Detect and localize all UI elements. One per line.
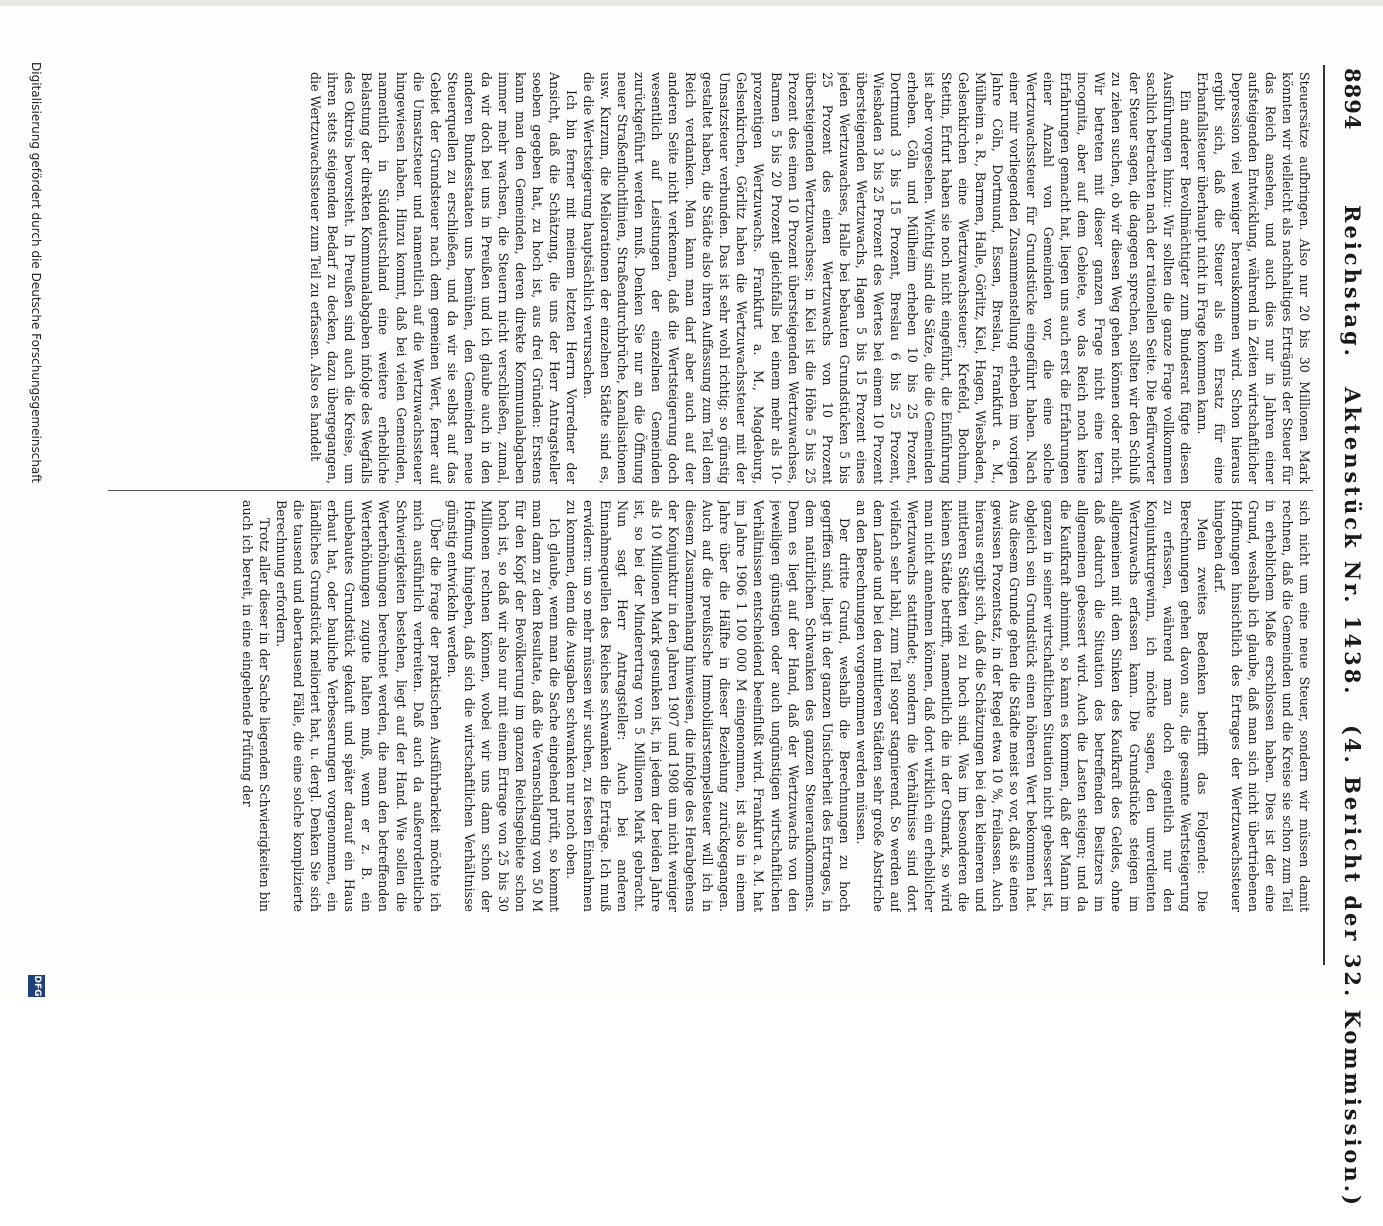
- left-column: [103, 72, 1313, 484]
- right-column-paragraph: Trotz aller dieser in der Sache liegenden Schwierigkeiten bin auch ich bereit, in eine eingehende Prüfung der: [240, 500, 273, 912]
- right-column-paragraph: Über die Frage der praktischen Ausführbarkeit möchte ich mich ausführlich verbreiten. Daß auch da außerordentliche Schwierigkeiten bestehen, liegt auf der Hand. Wie sollen die Werterhöhungen berechnet werden, die man den betreffenden Werterhöhungen zugute halten muß, wenn er z. B. ein unbebautes Grundstück gekauft und später darauf ein Haus erbaut hat, oder bauliche Verbesserungen vorgenommen, ein ländliches Grundstück melioriert hat, u. dergl. Denken Sie sich die tausend und abertausend Fälle, die eine solche komplizierte Berechnung erfordern.: [274, 500, 443, 912]
- left-column-paragraph: Steuersätze aufbringen. Also nur 20 bis 30 Millionen Mark könnten wir vielleicht als nachhaltiges Erträgnis der Steuer für das Reich ansehen, und auch dies nur in Jahren einer aufsteigenden Entwicklung, während in Zeiten wirtschaftlicher Depression viel weniger herauskommen wird. Schon hieraus ergibt sich, daß die Steuer als ein Ersatz für eine Erbanfallsteuer überhaupt nicht in Frage kommen kann.: [1194, 72, 1312, 484]
- header-rule: [1323, 65, 1325, 965]
- running-head: [1340, 205, 1365, 1226]
- right-column-paragraph: sich nicht um eine neue Steuer, sondern wir müssen damit rechnen, daß die Gemeinden und die Kreise sie schon zum Teil in erheblichem Maße erschlossen haben. Dies ist der eine Grund, weshalb ich glaube, daß man sich nicht übertriebenen Hoffnungen hinsichtlich des Ertrages der Wertzuwachssteuer hingeben darf.: [1211, 500, 1312, 912]
- dfg-logo: DFG: [28, 975, 45, 997]
- right-column-paragraph: Der dritte Grund, weshalb die Berechnungen zu hoch gegriffen sind, liegt in der ganzen Unsicherheit des Ertrages, in dem natürlichen Schwanken des ganzen Steueraufkommens. Denn es liegt auf der Hand, daß der Wertzuwachs von den jeweiligen günstigen oder auch ungünstigen wirtschaftlichen Verhältnissen entscheidend beeinflußt wird. Frankfurt a. M. hat im Jahre 1906 1 100 000 M eingenommen, ist also in einem Jahre über die Hälfte in dieser Beziehung zurückgegangen. Auch auf die preußische Immobiliarstempelsteuer will ich in diesem Zusammenhang hinweisen, die infolge des Herabgehens der Konjunktur in den Jahren 1907 und 1908 um nicht weniger als 10 Millionen Mark gesunken ist, in jedem der beiden Jahre ist, so bei der Minderertrag von 5 Millionen Mark gebracht. Nun sagt Herr Antragsteller: Auch bei anderen Einnahmequellen des Reiches schwanken die Erträge. Ich muß erwidern: um so mehr müssen wir suchen, zu festen Einnahmen zu kommen, denn die Ausgaben schwanken nur noch oben.: [563, 500, 852, 912]
- document-title: Aktenstück Nr. 1438.: [1340, 387, 1365, 697]
- chamber-title: Reichstag.: [1340, 205, 1365, 359]
- report-title: (4. Bericht der 32. Kommission.): [1340, 724, 1365, 1208]
- column-divider: [108, 490, 1313, 491]
- left-column-paragraph: Ich bin ferner mit meinem letzten Herrn Vorredner der Ansicht, daß die Schätzung, die uns der Herr Antragsteller soeben gegeben hat, zu hoch ist, aus drei Gründen: Erstens kann man den Gemeinden, deren direkte Kommunalabgaben immer mehr wachsen, die Steuern nicht verschließen, zumal, da wir doch bei uns in Preußen und ich glaube auch in den anderen Bundesstaaten uns bemühen, den Gemeinden neue Steuerquellen zu erschließen, und da wir sie selbst auf das Gebiet der Grundsteuer nach dem gemeinen Wert, ferner auf die Umsatzsteuer und namentlich auf die Wertzuwachssteuer hingewiesen haben. Hinzu kommt, daß bei vielen Gemeinden, namentlich in Süddeutschland eine weitere erhebliche Belastung der direkten Kommunalabgaben infolge des Wegfalls des Oktrois bevorsteht. In Preußen sind auch die Kreise, um ihren stets steigenden Bedarf zu decken, dazu übergegangen, die Wertzuwachssteuer zum Teil zu erfassen. Also es handelt: [308, 72, 579, 484]
- right-column-paragraph: Ich glaube, wenn man die Sache eingehend prüft, so kommt man dann zu dem Resultate, daß die Veranschlagung von 50 M für den Kopf der Bevölkerung im ganzen Reichsgebiete schon hoch ist, so daß wir also nur mit einem Ertrage von 25 bis 30 Millionen rechnen können, wobei wir uns dann schon der Hoffnung hingeben, daß sich die wirtschaftlichen Verhältnisse günstig entwickeln werden.: [444, 500, 562, 912]
- left-column-paragraph: Ein anderer Bevollmächtigter zum Bundesrat fügte diesen Ausführungen hinzu: Wir sollten die ganze Frage vollkommen sachlich betrachten nach der rationellen Seite. Die Befürworter der Steuer sagen, die dagegen sprechen, sollten wir den Schluß zu ziehen suchen, ob wir diesen Weg gehen können oder nicht. Wir betreten mit dieser ganzen Frage nicht eine terra incognita, aber auf dem Gebiete, wo das Reich noch keine Erfahrungen gemacht hat, liegen uns auch erst die Erfahrungen einer Anzahl von Gemeinden vor, die eine solche Wertzuwachssteuer für Grundstücke eingeführt haben. Nach einer mir vorliegenden Zusammenstellung erheben im vorigen Jahre Cöln, Dortmund, Essen, Breslau, Frankfurt a. M., Mülheim a. R., Barmen, Halle, Görlitz, Kiel, Hagen, Wiesbaden, Gelsenkirchen eine Wertzuwachssteuer; Krefeld, Bochum, Stettin, Erfurt haben sie noch nicht eingeführt, die Einführung ist aber vorgesehen. Wichtig sind die Sätze, die die Gemeinden erheben. Cöln und Mülheim erheben 10 bis 25 Prozent, Dortmund 3 bis 15 Prozent, Breslau 6 bis 25 Prozent, Wiesbaden 3 bis 25 Prozent des Wertes bei einem 10 Prozent übersteigenden Wertzuwachs, Hagen 5 bis 15 Prozent eines jeden Wertzuwachses, Halle bei bebauten Grundstücken 5 bis 25 Prozent des einen Wertzuwachs von 10 Prozent übersteigenden Wertzuwachses; in Kiel ist die Höhe 5 bis 25 Prozent des einen 10 Prozent übersteigenden Wertzuwachses, Barmen 5 bis 20 Prozent gleichfalls bei einem mehr als 10-prozentigen Wertzuwachs. Frankfurt a. M., Magdeburg, Gelsenkirchen, Görlitz haben die Wertzuwachssteuer mit der Umsatzsteuer verbunden. Das ist sehr wohl richtig; so günstig gestaltet haben, die Städte also ihren Auffassung zum Teil dem Reich verdanken. Man kann man darf aber auch auf der anderen Seite nicht verkennen, daß die Wertsteigerung doch wesentlich auf Leistungen der einzelnen Gemeinden zurückgeführt werden muß. Denken Sie nur an die Öffnung neuer Straßenfluchtlinien, Straßendurchbrüche, Kanalisationen usw. Kurzum, die Meliorationen der einzelnen Städte sind es, die die Wertsteigerung hauptsächlich verursachen.: [581, 72, 1193, 484]
- scan-edge: [0, 0, 1383, 6]
- digitization-credit: Digitalisierung gefördert durch die Deutsche Forschungsgemeinschaft: [29, 62, 43, 484]
- right-column-paragraph: Mein zweites Bedenken betrifft das Folgende: Die Berechnungen gehen davon aus, die gesamte Wertsteigerung zu erfassen, während man doch eigentlich nur den Konjunkturgewinn, ich möchte sagen, den unverdienten Wertzuwachs erfassen kann. Die Grundstücke steigen im allgemeinen mit dem Sinken des Kaufkraft des Geldes, ohne daß dadurch die Situation des betreffenden Besitzers im allgemeinen gebessert wird. Auch die Lasten steigen; und da die Kaufkraft abnimmt, so kann es kommen, daß der Mann im ganzen in seiner wirtschaftlichen Situation nicht gebessert ist, obgleich sein Grundstück einen höheren Wert bekommen hat. Aus diesem Grunde gehen die Städte meist so vor, daß sie einen gewissen Prozentsatz, in der Regel etwa 10 %, freilassen. Auch hieraus ergibt sich, daß die Schätzungen bei den kleineren und mittleren Städten viel zu hoch sind. Was im besonderen die kleinen Städte betrifft, namentlich die in der Ostmark, so wird man nicht annehmen können, daß dort wirklich ein erheblicher Wertzuwachs stattfindet; sondern die Verhältnisse sind dort vielfach sehr labil, zum Teil sogar stagnierend. So werden auf dem Lande und bei den mittleren Städten sehr große Abstriche an den Berechnungen vorgenommen werden müssen.: [853, 500, 1210, 912]
- right-column: [103, 500, 1313, 912]
- page-header: [1319, 0, 1383, 1208]
- page-number: 8894: [1340, 68, 1365, 131]
